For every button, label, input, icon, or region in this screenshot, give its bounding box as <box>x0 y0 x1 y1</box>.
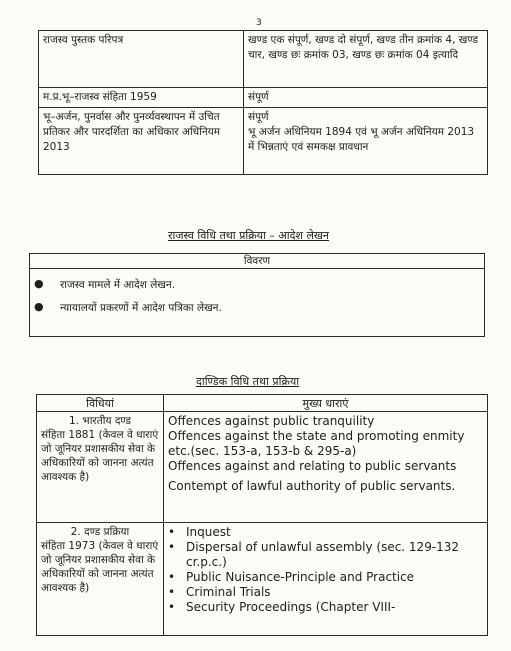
list-item <box>30 278 484 292</box>
table-header-row <box>37 395 488 412</box>
list-item-text: राजस्व मामले में आदेश लेखन. <box>60 279 176 291</box>
section-title-revenue-order-writing: राजस्व विधि तथा प्रक्रिया – आदेश लेखन <box>168 229 330 242</box>
table-row <box>37 523 488 636</box>
list-item-text: Inquest <box>186 525 231 539</box>
table-cell: म.प्र.भू–राजस्व संहिता 1959 <box>39 88 244 108</box>
law-title: 1. भारतीय दण्ड <box>68 415 132 427</box>
syllabus-table-revenue <box>38 30 488 175</box>
law-description: संहिता 1881 (केवल वे धाराएं जो जूनियर प्रशासकीय सेवा के अधिकारियों को जानना अत्यंत आवश्यक है) <box>41 429 159 483</box>
page-number: 3 <box>256 18 262 28</box>
law-description: संहिता 1973 (केवल वे धाराएं जो जूनियर प्रशासकीय सेवा के अधिकारियों को जानना अत्यंत आवश्यक है) <box>41 540 159 594</box>
list-item <box>168 585 483 600</box>
cell-line: भू अर्जन अधिनियम 1894 एवं भू अर्जन अधिनियम 2013 में भिन्नताएं एवं समकक्ष प्रावधान <box>248 126 475 153</box>
list-item <box>168 600 483 615</box>
list-item <box>168 525 483 540</box>
table-cell: भू–अर्जन, पुनर्वास और पुनर्व्यवस्थापन में उचित प्रतिकर और पारदर्शिता का अधिकार अधिनियम 2013 <box>39 108 244 175</box>
list-item <box>30 301 484 315</box>
table-row <box>39 108 488 175</box>
bullet-icon: ● <box>34 277 44 290</box>
bullet-icon: ● <box>34 300 44 313</box>
column-header: विधियां <box>37 395 164 412</box>
list-item-text: Criminal Trials <box>186 585 271 599</box>
section-title-criminal-law: दाण्डिक विधि तथा प्रक्रिया <box>196 375 300 388</box>
box-header: विवरण <box>30 254 484 269</box>
section-line: Offences against the state and promoting enmity etc.(sec. 153-a, 153-b & 295-a) <box>168 429 465 458</box>
order-writing-box <box>29 253 485 337</box>
table-cell: राजस्व पुस्तक परिपत्र <box>39 31 244 88</box>
table-cell: खण्ड एक संपूर्ण, खण्ड दो संपूर्ण, खण्ड तीन क्रमांक 4, खण्ड चार, खण्ड छः क्रमांक 03, खण्ड छः क्रमांक 04 इत्यादि <box>244 31 488 88</box>
section-line: Contempt of lawful authority of public servants. <box>168 479 456 493</box>
cell-line: संपूर्ण <box>248 111 269 123</box>
list-item-text: Dispersal of unlawful assembly (sec. 129-132 cr.p.c.) <box>186 540 460 569</box>
bullet-icon: • <box>168 600 176 614</box>
list-item-text: Security Proceedings (Chapter VIII- <box>186 600 396 614</box>
syllabus-table-criminal <box>36 394 488 636</box>
table-cell: संपूर्ण <box>244 88 488 108</box>
sections-cell <box>164 412 488 523</box>
bullet-icon: • <box>168 525 176 539</box>
sections-list <box>168 525 483 615</box>
bullet-icon: • <box>168 585 176 599</box>
bullet-icon: • <box>168 570 176 584</box>
list-item <box>168 570 483 585</box>
section-line: Offences against and relating to public servants <box>168 459 457 473</box>
law-title: 2. दण्ड प्रक्रिया <box>70 526 130 538</box>
sections-cell <box>164 523 488 636</box>
list-item-text: Public Nuisance-Principle and Practice <box>186 570 415 584</box>
list-item-text: न्यायालयों प्रकरणों में आदेश पत्रिका लेखन. <box>60 302 222 314</box>
law-cell <box>37 412 164 523</box>
table-row <box>37 412 488 523</box>
bullet-icon: • <box>168 540 176 554</box>
column-header: मुख्य धाराएं <box>164 395 488 412</box>
law-cell <box>37 523 164 636</box>
table-cell <box>244 108 488 175</box>
table-row <box>39 31 488 88</box>
table-row <box>39 88 488 108</box>
list-item <box>168 540 483 570</box>
section-line: Offences against public tranquility <box>168 414 375 428</box>
